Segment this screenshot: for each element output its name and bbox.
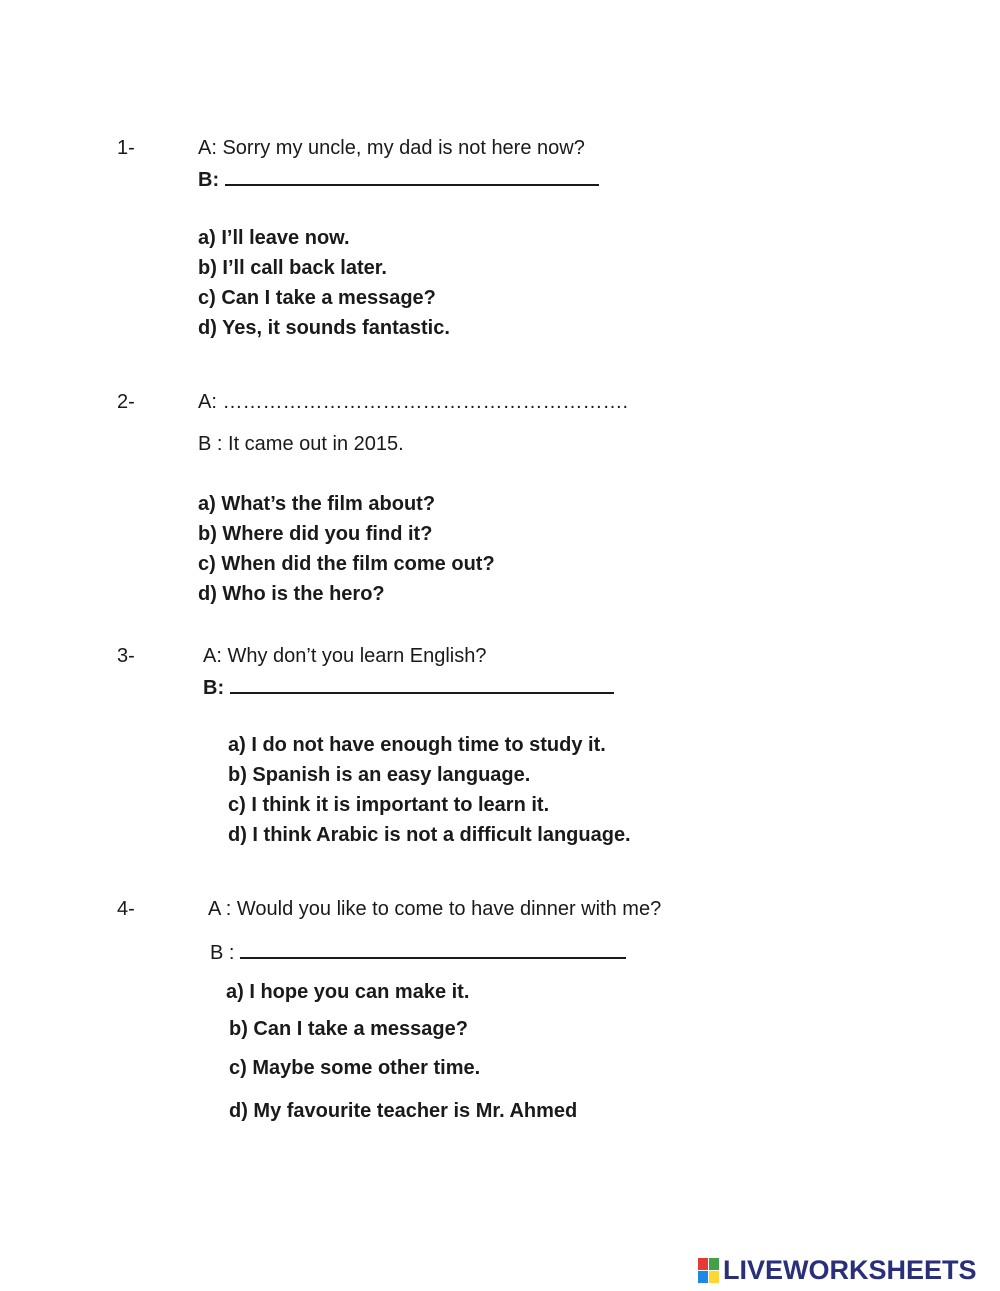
question-2-option-c[interactable]: c) When did the film come out? — [198, 553, 495, 575]
question-4-response — [210, 939, 626, 965]
liveworksheets-logo — [698, 1256, 977, 1284]
question-3-response — [203, 674, 614, 700]
question-1-prompt: A: Sorry my uncle, my dad is not here now? — [198, 137, 585, 159]
question-3-response-label: B: — [203, 677, 225, 699]
question-3-answer-blank[interactable] — [230, 674, 614, 694]
question-1-response-label: B: — [198, 169, 220, 191]
question-4-prompt: A : Would you like to come to have dinner with me? — [208, 898, 662, 920]
question-3-prompt: A: Why don’t you learn English? — [203, 645, 487, 667]
question-4-answer-blank[interactable] — [240, 939, 626, 959]
question-1-response — [198, 166, 599, 192]
question-1-option-b[interactable]: b) I’ll call back later. — [198, 257, 387, 279]
question-4-option-a[interactable]: a) I hope you can make it. — [226, 981, 470, 1003]
question-1-option-c[interactable]: c) Can I take a message? — [198, 287, 436, 309]
question-1-option-d[interactable]: d) Yes, it sounds fantastic. — [198, 317, 450, 339]
question-4-number: 4- — [117, 898, 135, 920]
question-3-number: 3- — [117, 645, 135, 667]
logo-color-blocks-icon — [698, 1258, 719, 1283]
question-3-option-c[interactable]: c) I think it is important to learn it. — [228, 794, 550, 816]
logo-text: LIVEWORKSHEETS — [723, 1254, 977, 1285]
question-3-option-b[interactable]: b) Spanish is an easy language. — [228, 764, 531, 786]
question-2-number: 2- — [117, 391, 135, 413]
question-4-option-b[interactable]: b) Can I take a message? — [229, 1018, 468, 1040]
question-2-option-d[interactable]: d) Who is the hero? — [198, 583, 385, 605]
question-1-answer-blank[interactable] — [225, 166, 599, 186]
question-4-option-d[interactable]: d) My favourite teacher is Mr. Ahmed — [229, 1100, 578, 1122]
question-3-option-a[interactable]: a) I do not have enough time to study it. — [228, 734, 606, 756]
question-2-option-b[interactable]: b) Where did you find it? — [198, 523, 433, 545]
question-4-response-label: B : — [210, 942, 235, 964]
question-3-option-d[interactable]: d) I think Arabic is not a difficult language. — [228, 824, 631, 846]
question-2-prompt[interactable]: A: ……………………………………………………. — [198, 391, 629, 413]
question-4-option-c[interactable]: c) Maybe some other time. — [229, 1057, 481, 1079]
question-1-option-a[interactable]: a) I’ll leave now. — [198, 227, 350, 249]
question-1-number: 1- — [117, 137, 135, 159]
question-2-option-a[interactable]: a) What’s the film about? — [198, 493, 436, 515]
question-2-response: B : It came out in 2015. — [198, 433, 404, 455]
